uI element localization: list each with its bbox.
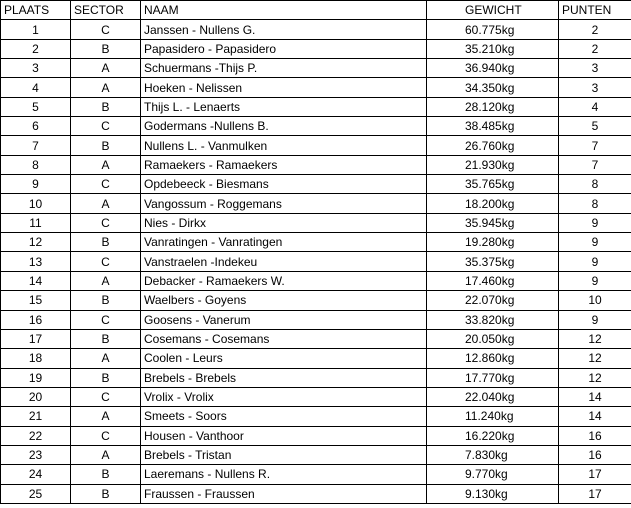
cell-plaats: 9: [1, 175, 71, 194]
table-row: [1, 78, 631, 97]
cell-naam: Goosens - Vanerum: [141, 310, 427, 329]
cell-plaats: 11: [1, 213, 71, 232]
table-row: [1, 117, 631, 136]
cell-sector: A: [71, 78, 141, 97]
cell-plaats: 22: [1, 426, 71, 445]
cell-punten: 8: [559, 175, 631, 194]
cell-sector: A: [71, 349, 141, 368]
cell-punten: 14: [559, 407, 631, 426]
cell-punten: 12: [559, 349, 631, 368]
cell-gewicht: 11.240kg: [427, 407, 559, 426]
cell-sector: C: [71, 213, 141, 232]
cell-punten: 2: [559, 20, 631, 39]
cell-punten: 9: [559, 213, 631, 232]
cell-naam: Opdebeeck - Biesmans: [141, 175, 427, 194]
cell-gewicht: 21.930kg: [427, 155, 559, 174]
cell-sector: C: [71, 310, 141, 329]
table-row: [1, 136, 631, 155]
table-row: [1, 213, 631, 232]
cell-plaats: 4: [1, 78, 71, 97]
cell-punten: 16: [559, 445, 631, 464]
cell-punten: 12: [559, 368, 631, 387]
cell-punten: 9: [559, 252, 631, 271]
cell-plaats: 16: [1, 310, 71, 329]
cell-sector: A: [71, 407, 141, 426]
cell-naam: Waelbers - Goyens: [141, 291, 427, 310]
cell-punten: 3: [559, 59, 631, 78]
cell-punten: 8: [559, 194, 631, 213]
cell-punten: 5: [559, 117, 631, 136]
cell-plaats: 23: [1, 445, 71, 464]
table-row: [1, 329, 631, 348]
cell-naam: Hoeken - Nelissen: [141, 78, 427, 97]
cell-gewicht: 17.460kg: [427, 271, 559, 290]
cell-naam: Laeremans - Nullens R.: [141, 465, 427, 484]
cell-naam: Janssen - Nullens G.: [141, 20, 427, 39]
table-row: [1, 20, 631, 39]
header-punten: PUNTEN: [559, 1, 631, 20]
table-row: [1, 194, 631, 213]
cell-sector: C: [71, 426, 141, 445]
cell-punten: 16: [559, 426, 631, 445]
cell-punten: 9: [559, 233, 631, 252]
cell-punten: 3: [559, 78, 631, 97]
cell-gewicht: 35.375kg: [427, 252, 559, 271]
cell-plaats: 25: [1, 484, 71, 503]
header-sector: SECTOR: [71, 1, 141, 20]
cell-gewicht: 9.770kg: [427, 465, 559, 484]
cell-plaats: 1: [1, 20, 71, 39]
cell-naam: Brebels - Brebels: [141, 368, 427, 387]
cell-naam: Coolen - Leurs: [141, 349, 427, 368]
cell-gewicht: 9.130kg: [427, 484, 559, 503]
table-row: [1, 426, 631, 445]
cell-naam: Vanratingen - Vanratingen: [141, 233, 427, 252]
cell-naam: Debacker - Ramaekers W.: [141, 271, 427, 290]
cell-sector: B: [71, 329, 141, 348]
cell-gewicht: 33.820kg: [427, 310, 559, 329]
cell-plaats: 20: [1, 387, 71, 406]
cell-gewicht: 20.050kg: [427, 329, 559, 348]
cell-naam: Vangossum - Roggemans: [141, 194, 427, 213]
cell-sector: A: [71, 59, 141, 78]
cell-sector: B: [71, 484, 141, 503]
cell-naam: Vrolix - Vrolix: [141, 387, 427, 406]
cell-sector: C: [71, 20, 141, 39]
cell-gewicht: 17.770kg: [427, 368, 559, 387]
cell-plaats: 18: [1, 349, 71, 368]
cell-sector: C: [71, 175, 141, 194]
table-row: [1, 271, 631, 290]
cell-sector: A: [71, 445, 141, 464]
cell-plaats: 5: [1, 97, 71, 116]
cell-punten: 4: [559, 97, 631, 116]
cell-plaats: 8: [1, 155, 71, 174]
table-row: [1, 310, 631, 329]
cell-plaats: 10: [1, 194, 71, 213]
table-row: [1, 39, 631, 58]
header-row: [1, 1, 631, 20]
table-row: [1, 407, 631, 426]
cell-sector: A: [71, 155, 141, 174]
cell-punten: 17: [559, 465, 631, 484]
cell-sector: B: [71, 233, 141, 252]
cell-gewicht: 12.860kg: [427, 349, 559, 368]
cell-punten: 10: [559, 291, 631, 310]
cell-plaats: 7: [1, 136, 71, 155]
cell-gewicht: 18.200kg: [427, 194, 559, 213]
cell-gewicht: 28.120kg: [427, 97, 559, 116]
cell-naam: Nies - Dirkx: [141, 213, 427, 232]
cell-sector: B: [71, 39, 141, 58]
table-row: [1, 59, 631, 78]
cell-sector: B: [71, 136, 141, 155]
cell-plaats: 21: [1, 407, 71, 426]
table-row: [1, 175, 631, 194]
cell-sector: C: [71, 252, 141, 271]
cell-plaats: 24: [1, 465, 71, 484]
cell-gewicht: 19.280kg: [427, 233, 559, 252]
cell-gewicht: 35.945kg: [427, 213, 559, 232]
cell-plaats: 12: [1, 233, 71, 252]
header-plaats: PLAATS: [1, 1, 71, 20]
cell-naam: Nullens L. - Vanmulken: [141, 136, 427, 155]
table-row: [1, 368, 631, 387]
cell-naam: Schuermans -Thijs P.: [141, 59, 427, 78]
table-row: [1, 233, 631, 252]
cell-plaats: 6: [1, 117, 71, 136]
cell-naam: Ramaekers - Ramaekers: [141, 155, 427, 174]
cell-naam: Brebels - Tristan: [141, 445, 427, 464]
cell-sector: B: [71, 97, 141, 116]
cell-naam: Smeets - Soors: [141, 407, 427, 426]
cell-sector: B: [71, 465, 141, 484]
cell-plaats: 3: [1, 59, 71, 78]
cell-punten: 12: [559, 329, 631, 348]
cell-plaats: 19: [1, 368, 71, 387]
cell-punten: 9: [559, 310, 631, 329]
cell-plaats: 17: [1, 329, 71, 348]
header-naam: NAAM: [141, 1, 427, 20]
cell-sector: C: [71, 387, 141, 406]
table-row: [1, 484, 631, 503]
table-row: [1, 252, 631, 271]
table-row: [1, 465, 631, 484]
cell-sector: A: [71, 271, 141, 290]
cell-gewicht: 60.775kg: [427, 20, 559, 39]
cell-gewicht: 22.070kg: [427, 291, 559, 310]
cell-plaats: 2: [1, 39, 71, 58]
cell-gewicht: 34.350kg: [427, 78, 559, 97]
header-gewicht: GEWICHT: [427, 1, 559, 20]
cell-gewicht: 35.210kg: [427, 39, 559, 58]
cell-plaats: 13: [1, 252, 71, 271]
cell-sector: C: [71, 117, 141, 136]
cell-gewicht: 22.040kg: [427, 387, 559, 406]
table-row: [1, 445, 631, 464]
table-row: [1, 349, 631, 368]
cell-naam: Housen - Vanthoor: [141, 426, 427, 445]
table-row: [1, 97, 631, 116]
cell-gewicht: 36.940kg: [427, 59, 559, 78]
cell-naam: Vanstraelen -Indekeu: [141, 252, 427, 271]
cell-naam: Godermans -Nullens B.: [141, 117, 427, 136]
cell-naam: Fraussen - Fraussen: [141, 484, 427, 503]
cell-punten: 7: [559, 155, 631, 174]
cell-punten: 2: [559, 39, 631, 58]
cell-gewicht: 38.485kg: [427, 117, 559, 136]
cell-naam: Thijs L. - Lenaerts: [141, 97, 427, 116]
table-row: [1, 291, 631, 310]
cell-punten: 7: [559, 136, 631, 155]
cell-gewicht: 16.220kg: [427, 426, 559, 445]
cell-gewicht: 35.765kg: [427, 175, 559, 194]
cell-sector: B: [71, 368, 141, 387]
table-row: [1, 387, 631, 406]
cell-punten: 14: [559, 387, 631, 406]
cell-sector: A: [71, 194, 141, 213]
cell-plaats: 15: [1, 291, 71, 310]
cell-gewicht: 26.760kg: [427, 136, 559, 155]
table-row: [1, 155, 631, 174]
cell-plaats: 14: [1, 271, 71, 290]
cell-punten: 17: [559, 484, 631, 503]
cell-punten: 9: [559, 271, 631, 290]
cell-naam: Papasidero - Papasidero: [141, 39, 427, 58]
cell-gewicht: 7.830kg: [427, 445, 559, 464]
cell-sector: B: [71, 291, 141, 310]
cell-naam: Cosemans - Cosemans: [141, 329, 427, 348]
